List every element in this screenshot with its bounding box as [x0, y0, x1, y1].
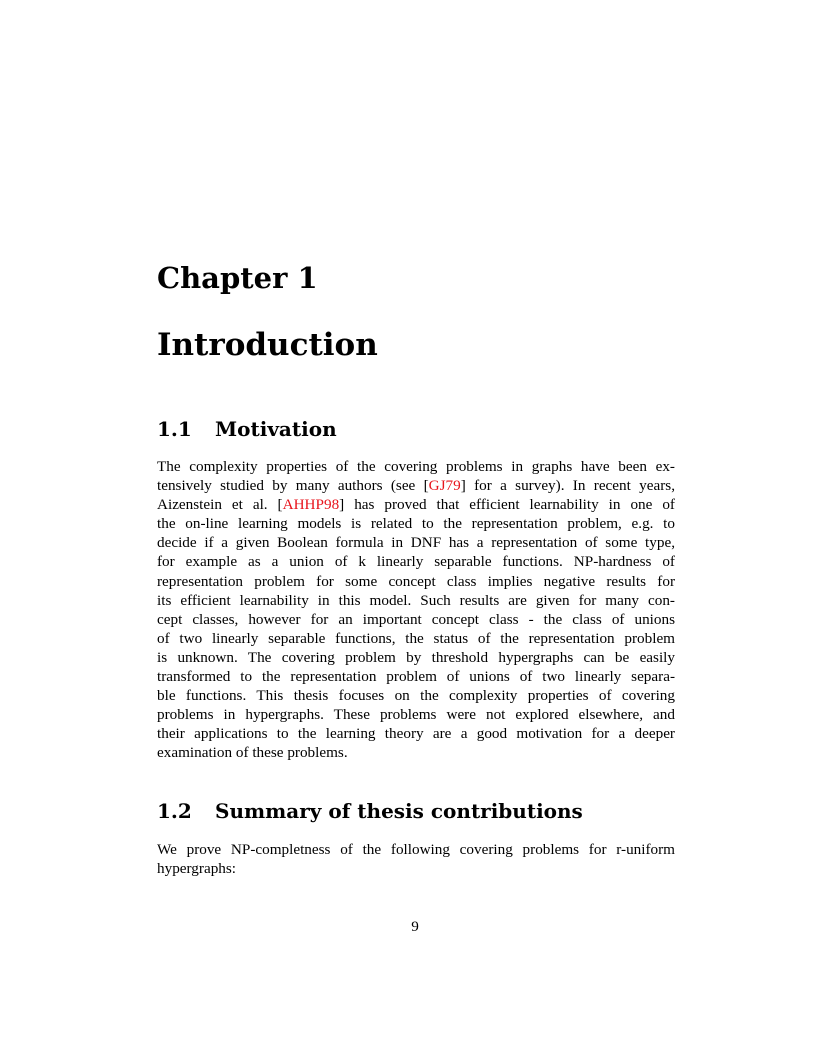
- paragraph-line: representation problem for some concept class implies negative results for: [157, 572, 675, 590]
- section-number: 1.2: [157, 799, 192, 823]
- citation-link-gj79[interactable]: GJ79: [428, 477, 461, 495]
- motivation-paragraph: [157, 457, 675, 763]
- chapter-title: Introduction: [157, 327, 378, 363]
- section-heading-summary: [157, 797, 583, 825]
- line-text: tensively studied by many authors (see [: [157, 477, 429, 495]
- section-title: Motivation: [215, 417, 337, 441]
- paragraph-line: their applications to the learning theory are a good motivation for a deeper: [157, 725, 675, 743]
- paragraph-line: is unknown. The covering problem by threshold hypergraphs can be easily: [157, 648, 675, 666]
- paragraph-line: cept classes, however for an important concept class - the class of unions: [157, 610, 675, 628]
- paragraph-line: hypergraphs:: [157, 860, 237, 878]
- paragraph-line: We prove NP-completness of the following covering problems for r-uniform: [157, 841, 675, 858]
- paragraph-line: examination of these problems.: [157, 744, 348, 762]
- line-text: ] has proved that efficient learnability in one of: [339, 496, 675, 514]
- section-heading-motivation: [157, 415, 337, 443]
- section-title: Summary of thesis contributions: [215, 799, 583, 823]
- paragraph-line: decide if a given Boolean formula in DNF has a representation of some type,: [157, 534, 675, 552]
- chapter-label: Chapter 1: [157, 261, 318, 295]
- paragraph-line: problems in hypergraphs. These problems were not explored elsewhere, and: [157, 706, 675, 724]
- paragraph-line: for example as a union of k linearly separable functions. NP-hardness of: [157, 553, 675, 571]
- paragraph-line: of two linearly separable functions, the status of the representation problem: [157, 629, 675, 647]
- paragraph-line: The complexity properties of the covering problems in graphs have been ex-: [157, 458, 675, 475]
- paragraph-line: transformed to the representation problem of unions of two linearly separa-: [157, 668, 675, 686]
- citation-link-ahhp98[interactable]: AHHP98: [282, 496, 340, 514]
- summary-paragraph: [157, 840, 675, 878]
- line-text: Aizenstein et al. [: [157, 496, 283, 514]
- line-text: ] for a survey). In recent years,: [460, 477, 675, 495]
- section-number: 1.1: [157, 417, 192, 441]
- paragraph-line: [157, 495, 675, 514]
- paragraph-line: [157, 476, 675, 495]
- paragraph-line: ble functions. This thesis focuses on the complexity properties of covering: [157, 687, 675, 705]
- paragraph-line: the on-line learning models is related to the representation problem, e.g. to: [157, 515, 675, 533]
- page-number: 9: [411, 918, 419, 935]
- paragraph-line: its efficient learnability in this model. Such results are given for many con-: [157, 591, 675, 609]
